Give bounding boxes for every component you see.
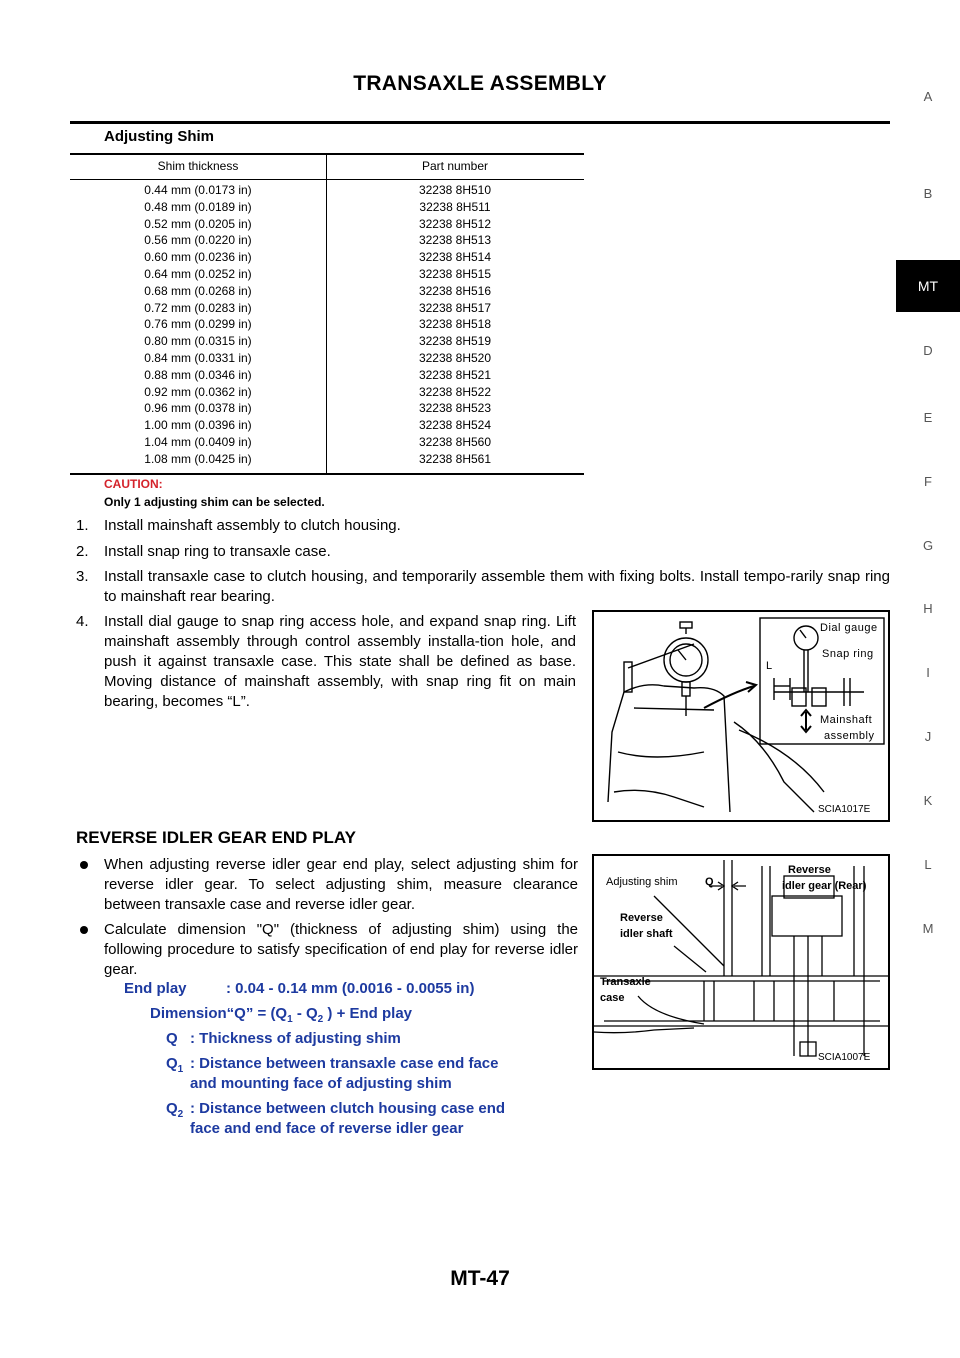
label-l: L [766,660,773,672]
step-number: 3. [76,568,89,585]
step-text: Install snap ring to transaxle case. [104,543,331,560]
label-dial-gauge: Dial gauge [820,622,878,634]
side-tab-a[interactable]: A [923,89,933,104]
side-tab-f[interactable]: F [924,474,932,489]
spec-q-label: Q [166,1030,178,1047]
side-tab-mt[interactable] [896,260,960,312]
q1-subscript: 1 [177,1064,184,1075]
table-top-rule [70,153,584,155]
side-tab-b[interactable]: B [923,186,933,201]
spec-formula [150,1004,412,1030]
side-tab-g[interactable]: G [922,538,934,553]
bullet-text: Calculate dimension "Q" (thickness of adjusting shim) using the following procedure to satisfy specification of end play for reverse idler gear. [104,921,578,978]
formula-part: - Q [292,1005,318,1022]
spec-q1-desc1: : Distance between transaxle case end face [190,1055,499,1072]
shim-table [70,153,584,475]
step-text: Install transaxle case to clutch housing, and temporarily assemble them with fixing bolts. Install tempo-rarily snap ring to mainshaft rear bearing. [104,568,890,605]
spec-end-play-label: End play [124,980,187,997]
q1-letter: Q [166,1055,178,1072]
formula-subscript: 1 [287,1014,293,1025]
label-transaxle: Transaxle [600,976,651,988]
table-header-thickness: Shim thickness [157,159,239,173]
spec-q1-label [166,1054,183,1080]
table-header-rule [70,179,584,180]
step-text: Install mainshaft assembly to clutch housing. [104,517,401,534]
section-heading-reverse: REVERSE IDLER GEAR END PLAY [76,828,356,847]
label-idler-gear-rear: idler gear (Rear) [782,880,867,892]
side-tab-l[interactable]: L [924,857,932,872]
spec-q2-label [166,1099,183,1125]
figure-code: SCIA1007E [818,1052,871,1063]
table-bottom-rule [70,473,584,475]
label-idler-shaft: idler shaft [620,928,673,940]
table-header-part-number: Part number [421,159,489,173]
figure-dial-gauge [592,610,890,822]
spec-q2-desc2: face and end face of reverse idler gear [190,1120,464,1137]
spec-q-desc: : Thickness of adjusting shim [190,1030,401,1047]
side-tab-m[interactable]: M [922,921,934,936]
label-reverse-shaft: Reverse [620,912,663,924]
side-tab-k[interactable]: K [923,793,933,808]
caution-text: Only 1 adjusting shim can be selected. [104,495,325,509]
figure-reverse-idler [592,854,890,1070]
caution-label: CAUTION: [104,477,163,491]
title-rule [70,121,890,124]
page-number: MT-47 [450,1267,510,1290]
step-text: Install dial gauge to snap ring access hole, and expand snap ring. Lift mainshaft assembly through control assembly installa-tion hole, and push it against transaxle case. This state shall be defined as base. Moving distance of mainshaft assembly, with snap ring fit on main bearing, becomes “L”. [104,613,576,710]
label-q: Q [705,876,714,888]
step-number: 1. [76,517,89,534]
label-adjusting-shim: Adjusting shim [606,876,678,888]
step-number: 2. [76,543,89,560]
q2-subscript: 2 [177,1109,184,1120]
label-snap-ring: Snap ring [822,648,874,660]
label-assembly: assembly [824,730,875,742]
formula-subscript: 2 [317,1014,324,1025]
label-reverse-gear: Reverse [788,864,831,876]
label-mainshaft: Mainshaft [820,714,873,726]
side-tab-i[interactable]: I [926,665,930,680]
bullet-icon [80,861,88,869]
part-number-column: 32238 8H510 32238 8H511 32238 8H512 32238 8H513 32238 8H514 32238 8H515 32238 8H516 32238 8H517 32238 8H518 32238 8H519 32238 8H520 32238 8H521 32238 8H522 32238 8H523 32238 8H524 32238 8H560 32238 8H561 [418,183,492,466]
side-tab-d[interactable]: D [923,343,933,358]
page-title: TRANSAXLE ASSEMBLY [353,72,607,95]
formula-part: Dimension“Q” = (Q [150,1005,288,1022]
side-tab-mt-label: MT [917,278,939,294]
label-case: case [600,992,625,1004]
step-number: 4. [76,613,89,630]
formula-part: ) + End play [323,1005,413,1022]
section-heading: Adjusting Shim [104,128,214,145]
bullet-text: When adjusting reverse idler gear end play, select adjusting shim for reverse idler gear. To select adjusting shim, measure clearance between transaxle case and reverse idler gear. [104,856,578,913]
thickness-column: 0.44 mm (0.0173 in) 0.48 mm (0.0189 in) 0.52 mm (0.0205 in) 0.56 mm (0.0220 in) 0.60 mm (0.0236 in) 0.64 mm (0.0252 in) 0.68 mm (0.0268 in) 0.72 mm (0.0283 in) 0.76 mm (0.0299 in) 0.80 mm (0.0315 in) 0.84 mm (0.0331 in) 0.88 mm (0.0346 in) 0.92 mm (0.0362 in) 0.96 mm (0.0378 in) 1.00 mm (0.0396 in) 1.04 mm (0.0409 in) 1.08 mm (0.0425 in) [144,183,252,466]
side-tab-e[interactable]: E [923,410,933,425]
spec-q1-desc2: and mounting face of adjusting shim [190,1075,452,1092]
spec-q2-desc1: : Distance between clutch housing case end [190,1100,506,1117]
spec-end-play-value: : 0.04 - 0.14 mm (0.0016 - 0.0055 in) [226,980,475,997]
bullet-icon [80,926,88,934]
side-tab-j[interactable]: J [924,729,932,744]
figure-code: SCIA1017E [818,804,871,815]
side-tab-h[interactable]: H [923,601,933,616]
q2-letter: Q [166,1100,178,1117]
